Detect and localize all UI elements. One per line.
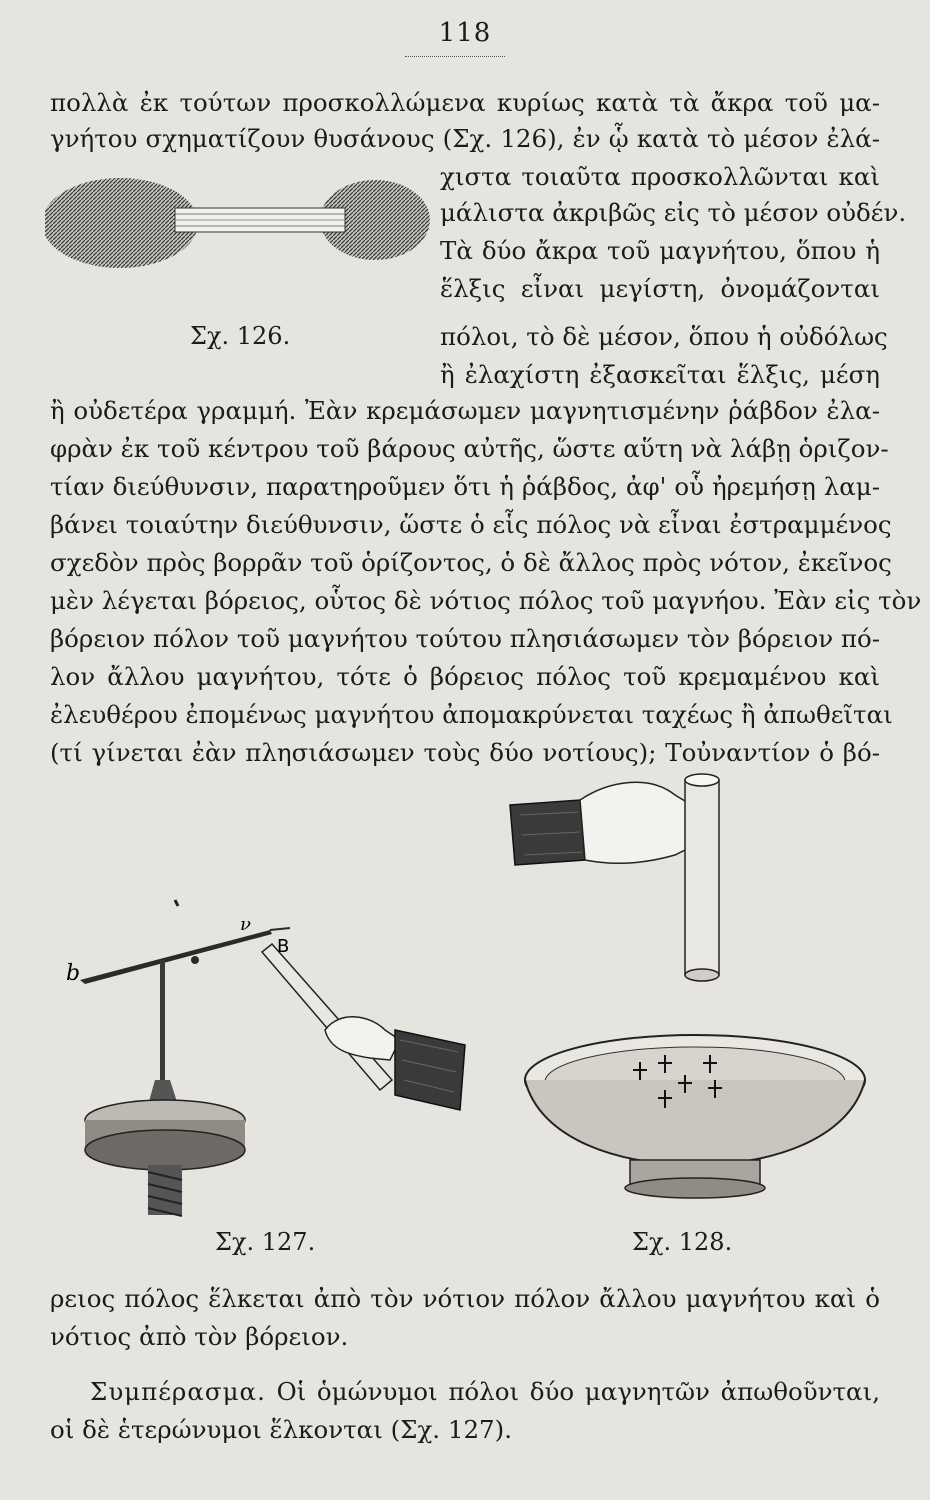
text-line: Τὰ δύο ἄκρα τοῦ μαγνήτου, ὅπου ἡ	[440, 236, 880, 265]
text-line: φρὰν ἐκ τοῦ κέντρου τοῦ βάρους αὐτῆς, ὥστε αὕτη νὰ λάβῃ ὁριζον-	[50, 434, 889, 463]
text-line: ἕλξις εἶναι μεγίστη, ὀνομάζονται	[440, 274, 880, 303]
text-line: χιστα τοιαῦτα προσκολλῶνται καὶ	[440, 162, 880, 191]
page-number-rule	[405, 56, 505, 57]
figure-127-caption: Σχ. 127.	[215, 1228, 316, 1256]
text-line: πολλὰ ἐκ τούτων προσκολλώμενα κυρίως κατὰ τὰ ἄκρα τοῦ μα-	[50, 88, 880, 117]
conclusion-line-2: οἱ δὲ ἑτερώνυμοι ἕλκονται (Σχ. 127).	[50, 1415, 512, 1444]
figure-127-needle-stand	[40, 880, 490, 1220]
text-line: ρειος πόλος ἕλκεται ἀπὸ τὸν νότιον πόλον ἄλλου μαγνήτου καὶ ὁ	[50, 1284, 880, 1313]
figure-127-label-B: B	[277, 936, 290, 957]
figure-127-label-n: ν	[240, 914, 251, 935]
conclusion-heading: Συμπέρασμα.	[90, 1377, 266, 1406]
figure-128-caption: Σχ. 128.	[632, 1228, 733, 1256]
text-line: λον ἄλλου μαγνήτου, τότε ὁ βόρειος πόλος τοῦ κρεμαμένου καὶ	[50, 662, 880, 691]
text-line: ἐλευθέρου ἐπομένως μαγνήτου ἀπομακρύνεται ταχέως ἢ ἀπωθεῖται	[50, 700, 893, 729]
text-line: ἢ οὐδετέρα γραμμή. Ἐὰν κρεμάσωμεν μαγνητισμένην ῥάβδον ἐλα-	[50, 396, 880, 425]
text-line: βόρειον πόλον τοῦ μαγνήτου τούτου πλησιάσωμεν τὸν βόρειον πό-	[50, 624, 881, 653]
text-line: ἢ ἐλαχίστη ἐξασκεῖται ἕλξις, μέση	[440, 360, 880, 389]
text-line: νότιος ἀπὸ τὸν βόρειον.	[50, 1322, 349, 1351]
text-line: γνήτου σχηματίζουν θυσάνους (Σχ. 126), ἐν ᾧ κατὰ τὸ μέσον ἐλά-	[50, 124, 880, 153]
conclusion-text: Οἱ ὁμώνυμοι πόλοι δύο μαγνητῶν ἀπωθοῦνται,	[276, 1377, 880, 1406]
text-line: βάνει τοιαύτην διεύθυνσιν, ὥστε ὁ εἷς πόλος νὰ εἶναι ἐστραμμένος	[50, 510, 892, 539]
conclusion-line	[90, 1375, 880, 1409]
text-line: μάλιστα ἀκριβῶς εἰς τὸ μέσον οὐδέν.	[440, 198, 907, 227]
figure-126-caption: Σχ. 126.	[190, 322, 291, 350]
text-line: πόλοι, τὸ δὲ μέσον, ὅπου ἡ οὐδόλως	[440, 322, 888, 351]
figure-128-floating-needles	[500, 770, 890, 1230]
figure-126-magnet-filings	[45, 168, 435, 278]
page-number: 118	[438, 18, 492, 48]
text-line: μὲν λέγεται βόρειος, οὗτος δὲ νότιος πόλος τοῦ μαγνήου. Ἐὰν εἰς τὸν	[50, 586, 922, 615]
text-line: (τί γίνεται ἐὰν πλησιάσωμεν τοὺς δύο νοτίους); Τοὐναντίον ὁ βό-	[50, 738, 880, 767]
figure-127-label-b: b	[66, 961, 81, 986]
text-line: τίαν διεύθυνσιν, παρατηροῦμεν ὅτι ἡ ῥάβδος, ἀφ' οὗ ἠρεμήσῃ λαμ-	[50, 472, 880, 501]
text-line: σχεδὸν πρὸς βορρᾶν τοῦ ὁρίζοντος, ὁ δὲ ἄλλος πρὸς νότον, ἐκεῖνος	[50, 548, 892, 577]
